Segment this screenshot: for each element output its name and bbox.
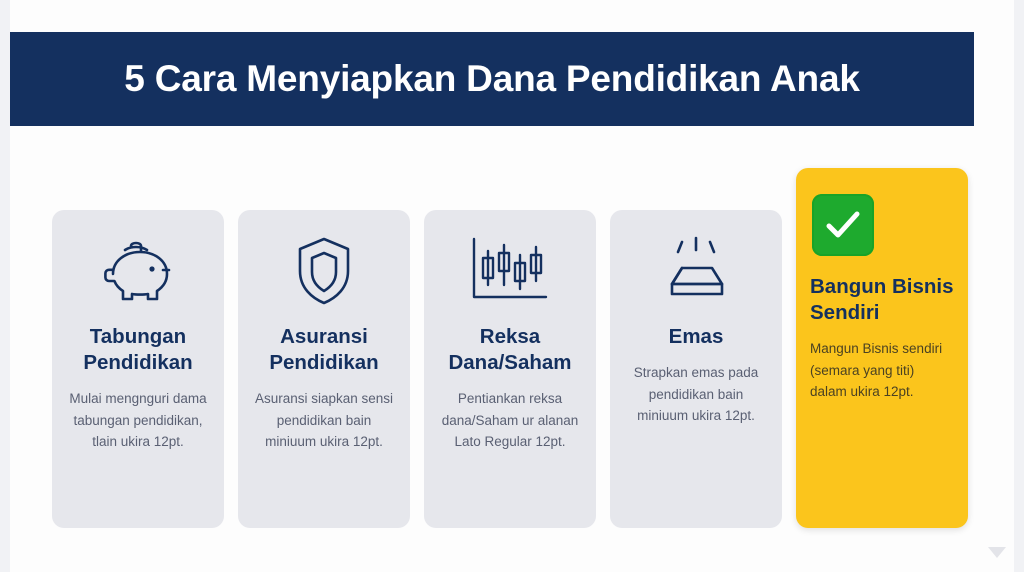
card-body: Pentiankan reksa dana/Saham ur alanan Lato Regular 12pt. [441, 391, 579, 450]
left-rail [0, 0, 10, 572]
card-body: Mangun Bisnis sendiri (semara yang titi) dalam ukira 12pt. [810, 341, 943, 400]
card-title: Tabungan Pendidikan [83, 325, 193, 375]
card-bangun-bisnis-sendiri[interactable] [796, 168, 968, 528]
page-title: 5 Cara Menyiapkan Dana Pendidikan Anak [124, 58, 860, 99]
card-title: Asuransi Pendidikan [269, 325, 379, 375]
header-bar [10, 32, 974, 126]
card-title: Bangun Bisnis Sendiri [810, 275, 954, 325]
card-title: Reksa Dana/Saham [448, 325, 572, 375]
cards-row [52, 168, 982, 536]
card-tabungan-pendidikan[interactable] [52, 210, 224, 528]
shield-icon [252, 228, 396, 314]
piggy-bank-icon [66, 228, 210, 314]
gold-bar-icon [624, 228, 768, 314]
card-body: Mulai mengnguri dama tabungan pendidikan, tlain ukira 12pt. [69, 391, 207, 450]
card-asuransi-pendidikan[interactable] [238, 210, 410, 528]
candlestick-chart-icon [438, 228, 582, 314]
card-reksa-dana-saham[interactable] [424, 210, 596, 528]
green-check-icon [810, 186, 956, 264]
card-body: Strapkan emas pada pendidikan bain miniuum ukira 12pt. [633, 365, 759, 423]
right-rail [1014, 0, 1024, 572]
card-title: Emas [668, 325, 724, 348]
check-badge [812, 194, 874, 256]
card-body: Asuransi siapkan sensi pendidikan bain miniuum ukira 12pt. [254, 391, 394, 450]
corner-accent-triangle [988, 547, 1006, 558]
card-emas[interactable] [610, 210, 782, 528]
